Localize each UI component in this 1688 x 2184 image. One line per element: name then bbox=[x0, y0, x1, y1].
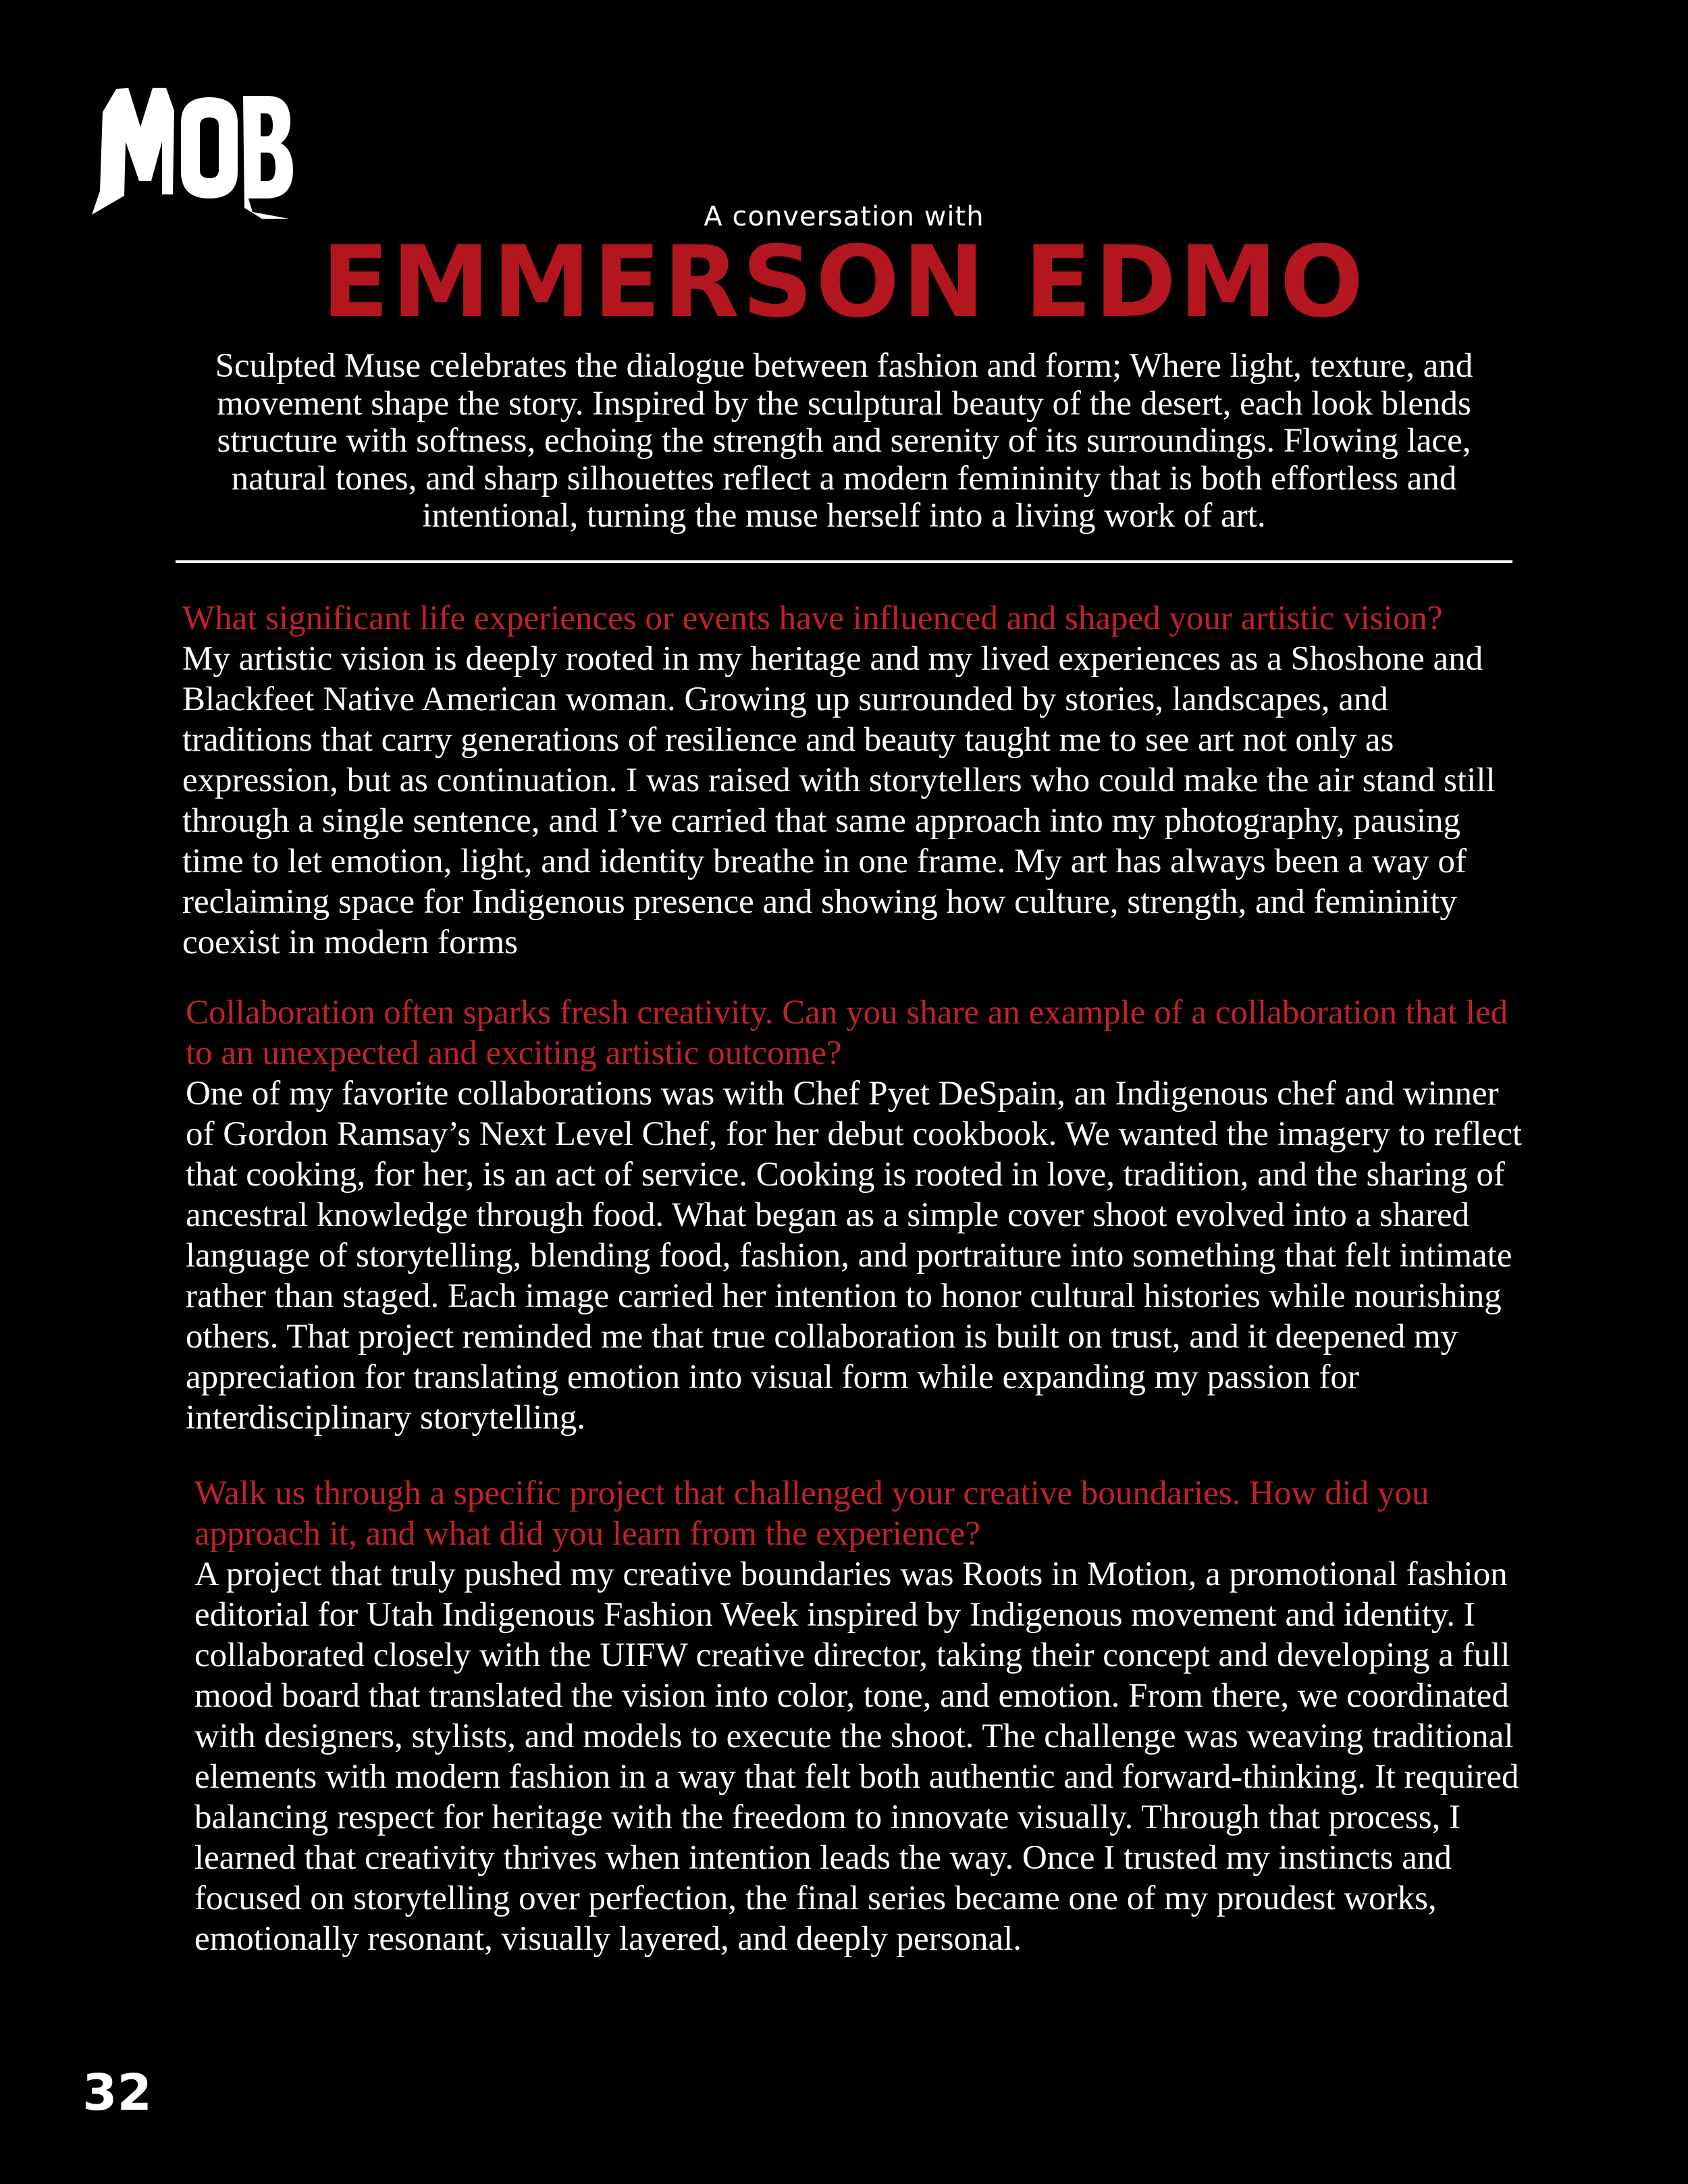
question-text: Collaboration often sparks fresh creativity. Can you share an example of a collaboration that led to an unexpected and exciting artistic outcome? bbox=[186, 994, 1508, 1072]
question-text: Walk us through a specific project that challenged your creative boundaries. How did you approach it, and what did you learn from the experience? bbox=[194, 1474, 1429, 1553]
qa-block bbox=[182, 598, 1526, 963]
section-divider bbox=[176, 560, 1512, 563]
qa-block bbox=[186, 992, 1526, 1438]
kicker-text: A conversation with bbox=[704, 201, 984, 232]
answer-text: One of my favorite collaborations was with Chef Pyet DeSpain, an Indigenous chef and winner of Gordon Ramsay’s Next Level Chef, for her debut cookbook. We wanted the imagery to reflect that cooking, for her, is an act of service. Cooking is rooted in love, tradition, and the sharing of ancestral knowledge through food. What began as a simple cover shoot evolved into a shared language of storytelling, blending food, fashion, and portraiture into something that felt intimate rather than staged. Each image carried her intention to honor cultural histories while nourishing others. That project reminded me that true collaboration is built on trust, and it deepened my appreciation for translating emotion into visual form while expanding my passion for interdisciplinary storytelling. bbox=[186, 1075, 1523, 1437]
qa-block bbox=[194, 1473, 1526, 1959]
answer-text: A project that truly pushed my creative boundaries was Roots in Motion, a promotional fashion editorial for Utah Indigenous Fashion Week inspired by Indigenous movement and identity. I collaborated closely with the UIFW creative director, taking their concept and developing a full mood board that translated the vision into color, tone, and emotion. From there, we coordinated with designers, stylists, and models to execute the shoot. The challenge was weaving traditional elements with modern fashion in a way that felt both authentic and forward-thinking. It required balancing respect for heritage with the freedom to innovate visually. Through that process, I learned that creativity thrives when intention leads the way. Once I trusted my instincts and focused on storytelling over perfection, the final series became one of my proudest works, emotionally resonant, visually layered, and deeply personal. bbox=[194, 1555, 1519, 1958]
intro-paragraph: Sculpted Muse celebrates the dialogue between fashion and form; Where light, texture, and movement shape the story. Inspired by the sculptural beauty of the desert, each look blends structure with softness, echoing the strength and serenity of its surroundings. Flowing lace, natural tones, and sharp silhouettes reflect a modern femininity that is both effortless and intentional, turning the muse herself into a living work of art. bbox=[215, 347, 1473, 535]
page-title: EMMERSON EDMO bbox=[321, 225, 1367, 340]
question-text: What significant life experiences or events have influenced and shaped your artistic vision? bbox=[182, 600, 1443, 637]
page-number: 32 bbox=[82, 2064, 152, 2122]
answer-text: My artistic vision is deeply rooted in my heritage and my lived experiences as a Shoshone and Blackfeet Native American woman. Growing up surrounded by stories, landscapes, and traditions that carry generations of resilience and beauty taught me to see art not only as expression, but as continuation. I was raised with storytellers who could make the air stand still through a single sentence, and I’ve carried that same approach into my photography, pausing time to let emotion, light, and identity breathe in one frame. My art has always been a way of reclaiming space for Indigenous presence and showing how culture, strength, and femininity coexist in modern forms bbox=[182, 640, 1496, 961]
